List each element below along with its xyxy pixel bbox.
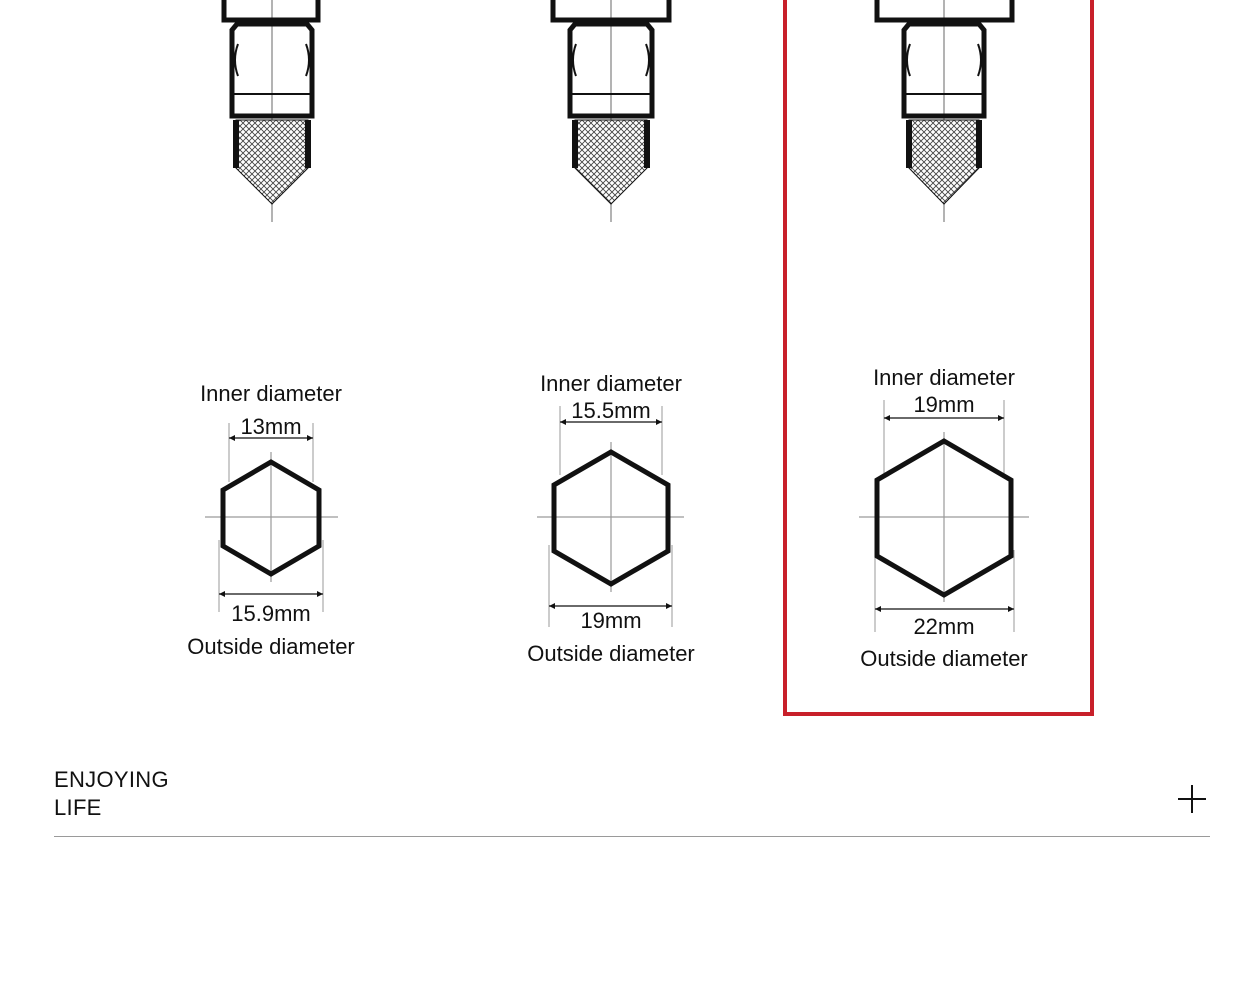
- plus-icon[interactable]: [1178, 785, 1206, 813]
- hex-diagram: [205, 423, 338, 612]
- outside-diameter-label: Outside diameter: [860, 646, 1028, 671]
- outside-diameter-value: 15.9mm: [231, 601, 311, 626]
- hex-diagram: [859, 400, 1029, 632]
- inner-diameter-label: Inner diameter: [873, 365, 1015, 390]
- inner-diameter-value: 19mm: [913, 392, 975, 417]
- drill-bit-icon: [877, 0, 1012, 222]
- outside-diameter-value: 22mm: [913, 614, 975, 639]
- bit-item-15-5mm[interactable]: [527, 0, 695, 666]
- selection-highlight-frame: [785, 0, 1092, 714]
- inner-diameter-label: Inner diameter: [540, 371, 682, 396]
- inner-diameter-label: Inner diameter: [200, 381, 342, 406]
- accordion-title: [54, 766, 169, 822]
- drill-bit-icon: [224, 0, 318, 222]
- outside-diameter-label: Outside diameter: [187, 634, 355, 659]
- inner-diameter-value: 15.5mm: [571, 398, 651, 423]
- accordion-header-enjoying-life[interactable]: [54, 766, 1210, 837]
- inner-diameter-value: 13mm: [240, 414, 302, 439]
- drill-bit-icon: [553, 0, 669, 222]
- bit-item-13mm[interactable]: [187, 0, 355, 659]
- hex-diagram: [537, 406, 684, 627]
- outside-diameter-value: 19mm: [580, 608, 642, 633]
- accordion-title-line2: LIFE: [54, 795, 102, 820]
- outside-diameter-label: Outside diameter: [527, 641, 695, 666]
- bit-item-19mm[interactable]: [785, 0, 1092, 714]
- accordion-title-line1: ENJOYING: [54, 767, 169, 792]
